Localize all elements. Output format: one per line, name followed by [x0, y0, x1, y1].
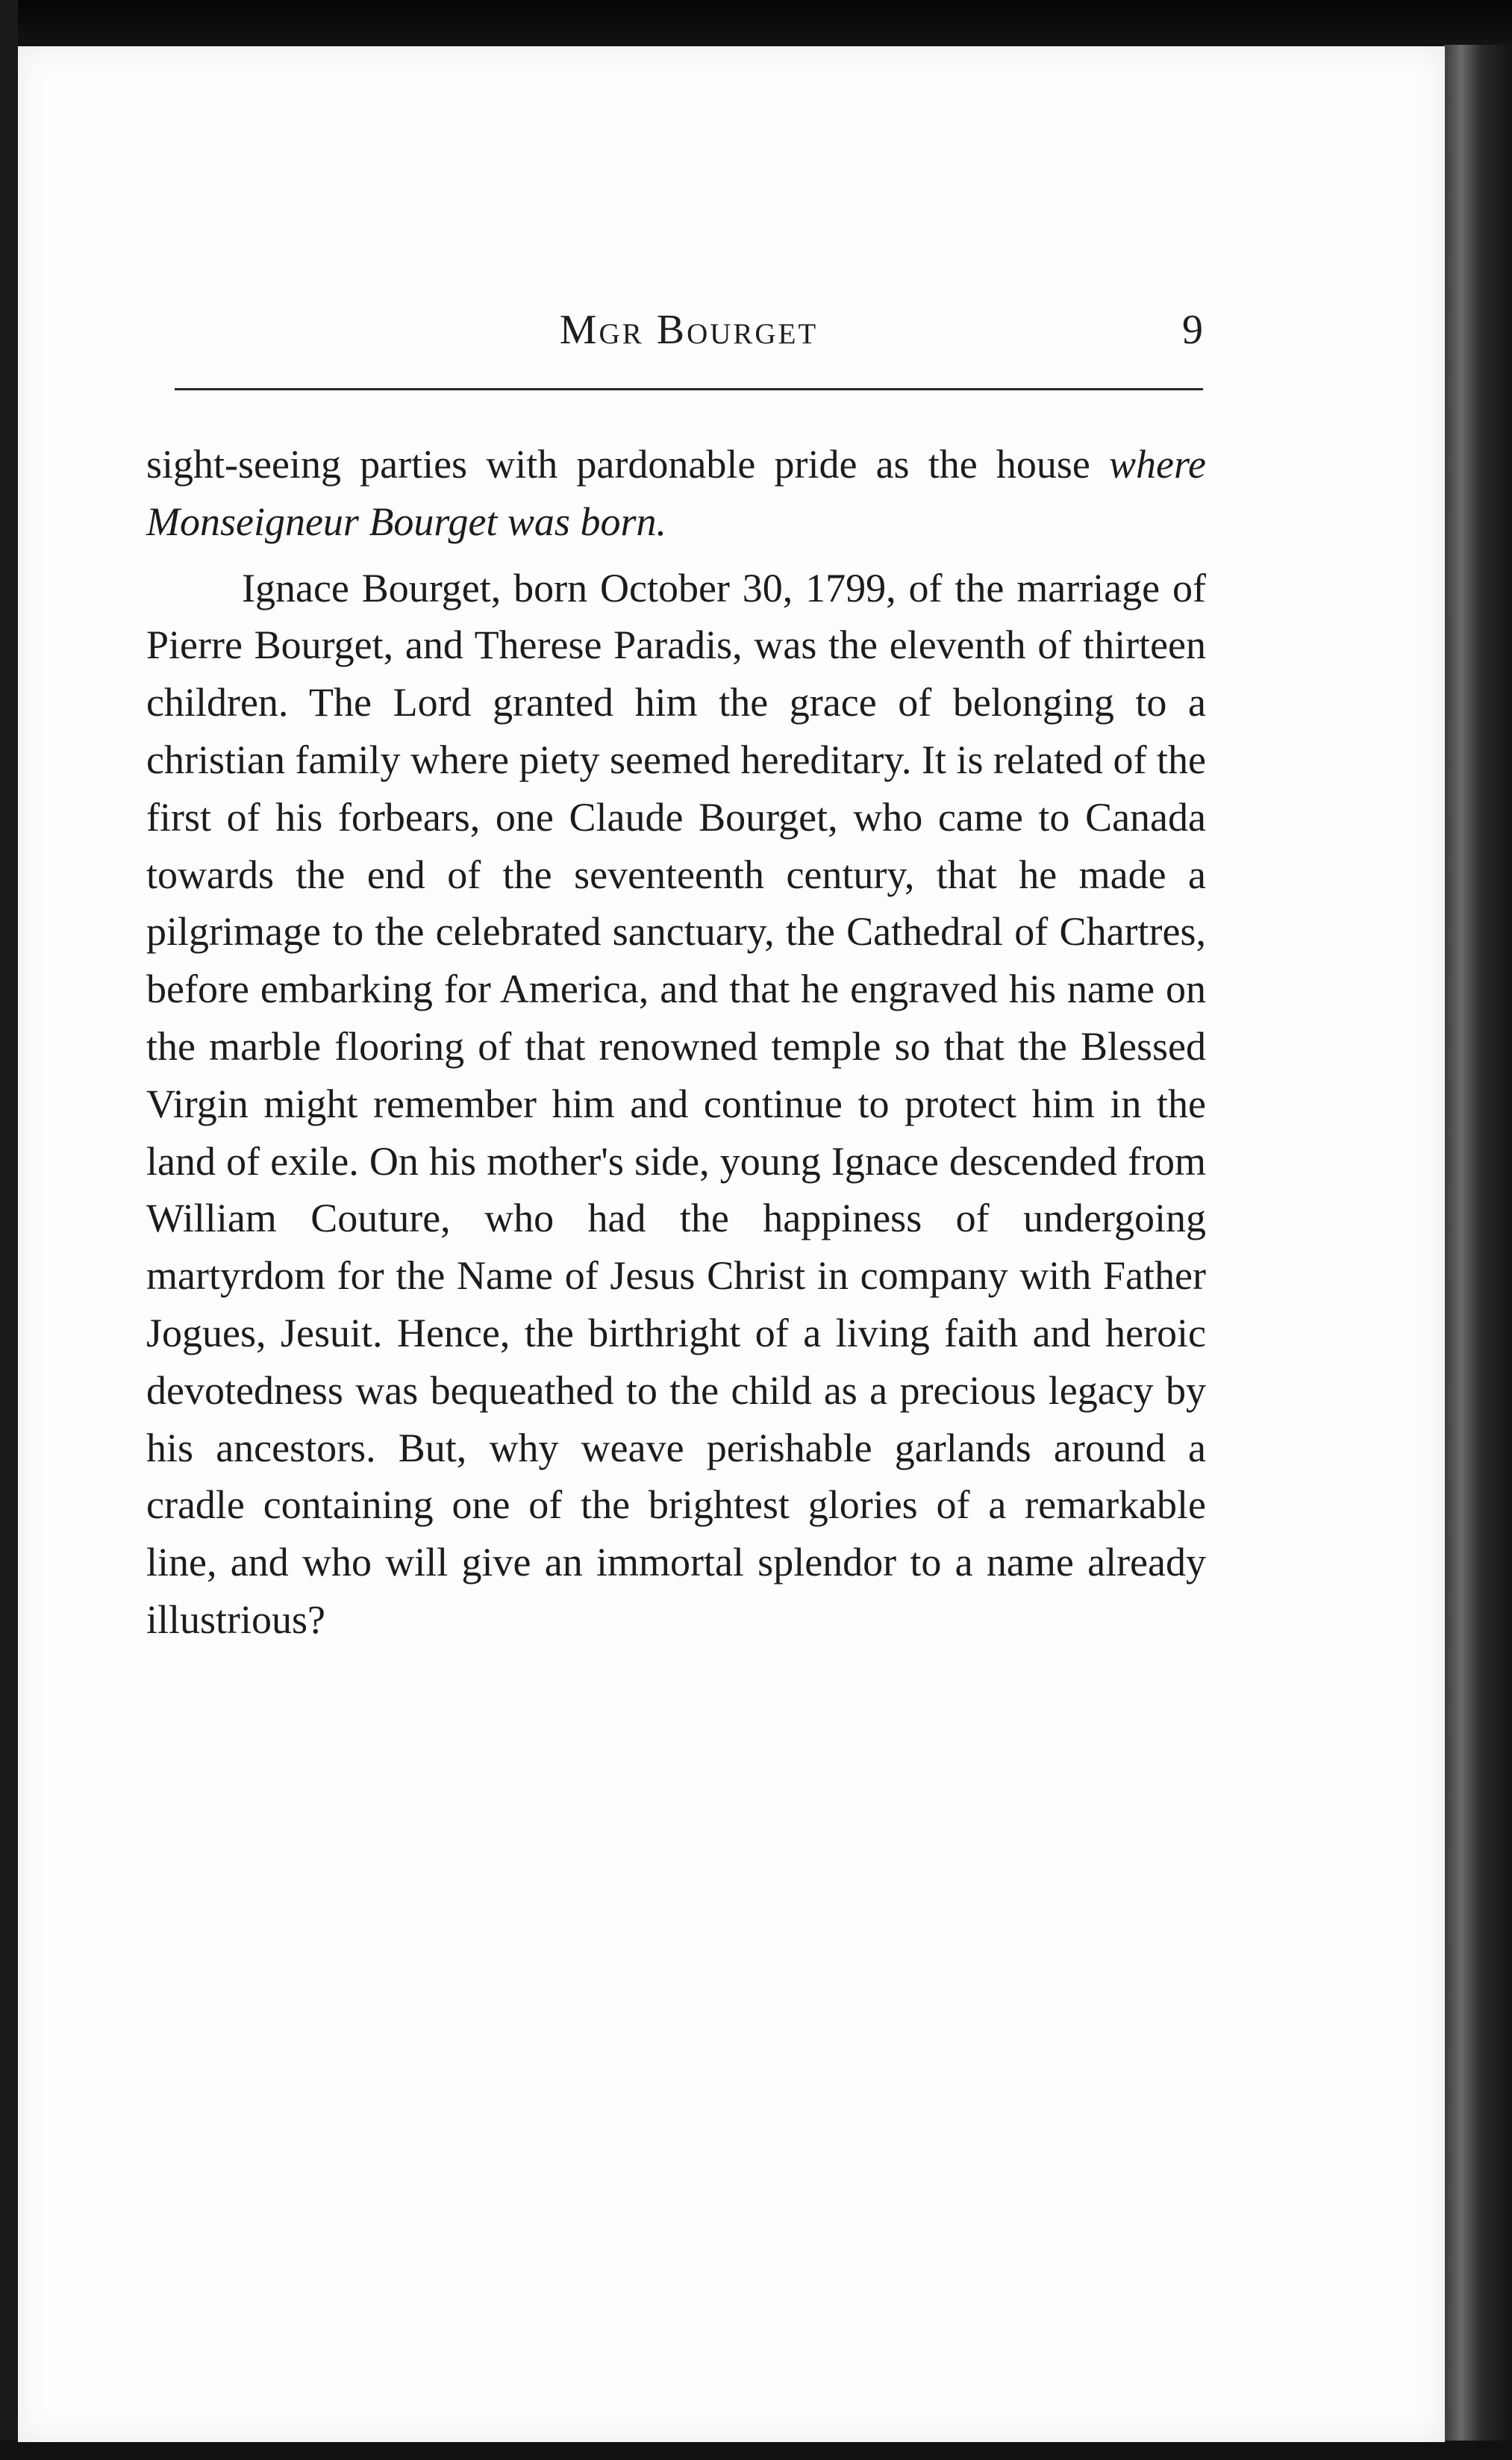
paragraph-lead-text: sight-seeing parties with pardonable pride as the house: [146, 442, 1110, 487]
paragraph-continued: [146, 436, 1206, 551]
italic-phrase: where Monseigneur Bourget was born.: [146, 442, 1206, 544]
header-rule: [175, 388, 1203, 390]
body-text: [146, 436, 1206, 1649]
page-header: [175, 46, 1203, 397]
scan-top-edge: [0, 0, 1512, 52]
book-page: [18, 46, 1445, 2442]
book-spine-edge: [1444, 45, 1512, 2460]
running-head: Mgr Bourget: [559, 307, 819, 353]
page-number: 9: [1182, 307, 1203, 353]
scan-bottom-edge: [0, 2441, 1512, 2460]
paragraph-ignace-bourget: Ignace Bourget, born October 30, 1799, of the marriage of Pierre Bourget, and Therese Paradis, was the eleventh of thirteen children. The Lord granted him the grace of belonging to a christian family where piety seemed hereditary. It is related of the first of his forbears, one Claude Bourget, who came to Canada towards the end of the seventeenth century, that he made a pilgrimage to the celebrated sanctuary, the Cathedral of Chartres, before embarking for America, and that he engraved his name on the marble flooring of that renowned temple so that the Blessed Virgin might remember him and continue to protect him in the land of exile. On his mother's side, young Ignace descended from William Couture, who had the happiness of undergoing martyrdom for the Name of Jesus Christ in company with Father Jogues, Jesuit. Hence, the birthright of a living faith and heroic devotedness was bequeathed to the child as a precious legacy by his ancestors. But, why weave perishable garlands around a cradle containing one of the brightest glories of a remarkable line, and who will give an immortal splendor to a name already illustrious?: [146, 565, 1206, 1642]
scan-left-edge: [0, 0, 18, 2460]
